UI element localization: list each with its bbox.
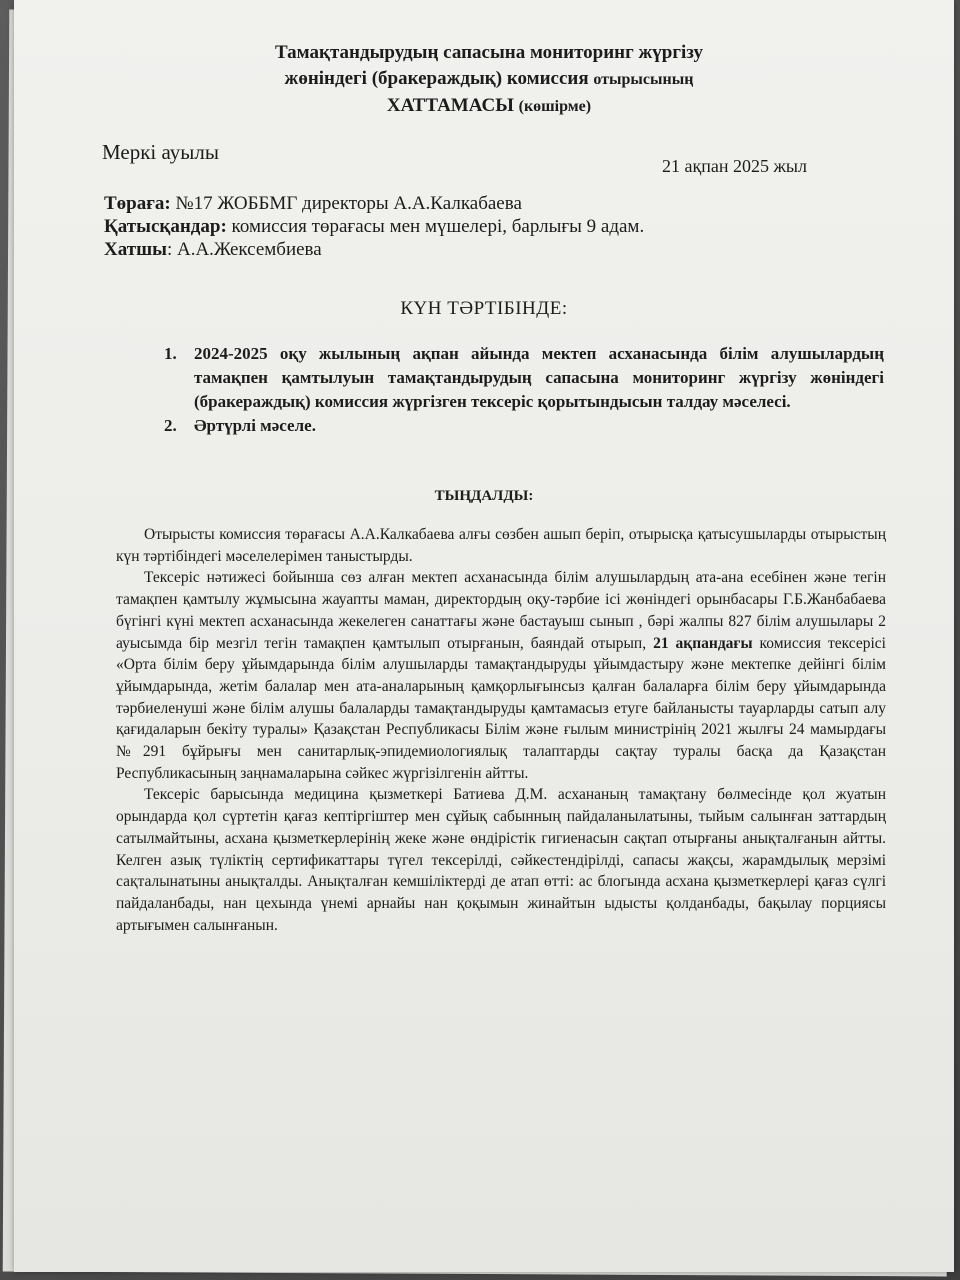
chair-label: Төраға: <box>104 193 171 214</box>
chair-value: №17 ЖОББМГ директоры А.А.Калкабаева <box>170 193 522 214</box>
report-date-bold: 21 ақпандағы <box>653 634 753 652</box>
chair-line <box>104 192 644 215</box>
secretary-label: Хатшы <box>104 239 167 260</box>
document-place: Меркі ауылы <box>102 140 219 164</box>
participants-label: Қатысқандар: <box>104 216 227 237</box>
title-line-3-main: ХАТТАМАСЫ <box>386 95 514 116</box>
secretary-line <box>104 238 644 261</box>
agenda-item-text: Әртүрлі мәселе. <box>194 416 316 435</box>
secretary-value: : А.А.Жексембиева <box>166 239 322 260</box>
paragraph-opening: Отырысты комиссия төрағасы А.А.Калкабаева алғы сөзбен ашып беріп, отырысқа қатысушыларды отырыстың күн тәртібіндегі мәселелерімен таныстырды. <box>116 526 886 565</box>
report-text-end: комиссия тексерісі «Орта білім беру ұйымдарында білім алушыларды тамақтандыруды ұйымдастыру және мектепке дейінгі білім ұйымдарында, жетім балалар мен ата-аналарының қамқорлығынсыз қалған балаларға білім беру ұйымдарында тәрбиеленуші және білім алушы балаларды тамақтандыруды қамтамасыз етуге байланысты тауарларды сатып алу қағидаларын бекіту туралы» Қазақстан Республикасы Білім және ғылым министрінің 2021 жылғы 24 мамырдағы №291 бұйрығы мен санитарлық-эпидемиологиялық талаптарды сақтау туралы басқа да Қазақстан Республикасының заңнамаларына сәйкес жүргізілгенін айтты. <box>116 634 886 782</box>
title-line-3-suffix: (көшірме) <box>518 98 592 115</box>
agenda-item <box>164 342 884 414</box>
paragraph-inspection: Тексеріс барысында медицина қызметкері Батиева Д.М. асхананың тамақтану бөлмесінде қол жуатын орындарда қол сүртетін қағаз кептіргіштер мен сұйық сабынның пайдаланылатыны, тыйым салынған заттардың сатылмайтыны, асхана қызметкерлерінің жеке және өндірістік гигиенасын сақтап отырғаны анықталғанын айтты. Келген азық түліктің сертификаттары түгел тексерілді, сәйкестендірілді, сапасы жақсы, жарамдылық мерзімі сақталынатыны анықталды. Анықталған кемшіліктерді де атап өтті: ас блогында асхана қызметкерлері қағаз сүлгі пайдаланбады, нан цехында үнемі арнайы нан қоқымын жинайтын ыдысты қолданбады, бақылау порциясы артығымен салынғанын. <box>116 786 886 934</box>
document-page <box>14 0 954 1272</box>
agenda-item-text: 2024-2025 оқу жылының ақпан айында мектеп асханасында білім алушылардың тамақпен қамтылуын тамақтандырудың сапасына мониторинг жүргізу жөніндегі (бракераждық) комиссия жүргізген тексеріс қорытындысын талдау мәселесі. <box>194 344 884 411</box>
document-title <box>164 40 814 120</box>
title-line-3 <box>164 93 814 120</box>
report-text-start: Тексеріс нәтижесі бойынша сөз алған мектеп асханасында білім алушылардың ата-ана есебінен және тегін тамақпен қамтылу жұмысына жауапты маман, директордың оқу-тәрбие ісі жөніндегі орынбасары Г.Б.Жанбабаева бүгінгі күні мектеп асханасында жекелеген санаттағы және бастауыш сынып , бәрі жалпы 827 білім алушылары 2 ауысымда бір мезгіл тегін тамақпен қамтылып отырғанын, баяндай отырып, <box>116 569 886 652</box>
title-line-2-suffix: отырысының <box>593 71 694 88</box>
agenda-item-number: 2. <box>164 416 177 435</box>
agenda-list <box>164 342 884 438</box>
paragraph-report <box>116 567 886 784</box>
document-date: 21 ақпан 2025 жыл <box>662 156 808 176</box>
agenda-item-number: 1. <box>164 344 177 363</box>
participants-line <box>104 215 644 238</box>
title-line-2-main: жөніндегі (бракераждық) комиссия <box>284 68 589 89</box>
agenda-item <box>164 414 884 438</box>
minutes-body <box>116 524 886 936</box>
title-line-1: Тамақтандырудың сапасына мониторинг жүргізу <box>274 42 703 63</box>
meeting-details <box>104 192 644 261</box>
heard-heading: ТЫҢДАЛДЫ: <box>434 488 534 504</box>
title-line-2 <box>164 66 814 93</box>
agenda-heading: КҮН ТӘРТІБІНДЕ: <box>400 298 568 319</box>
participants-value: комиссия төрағасы мен мүшелері, барлығы 9 адам. <box>226 216 645 237</box>
